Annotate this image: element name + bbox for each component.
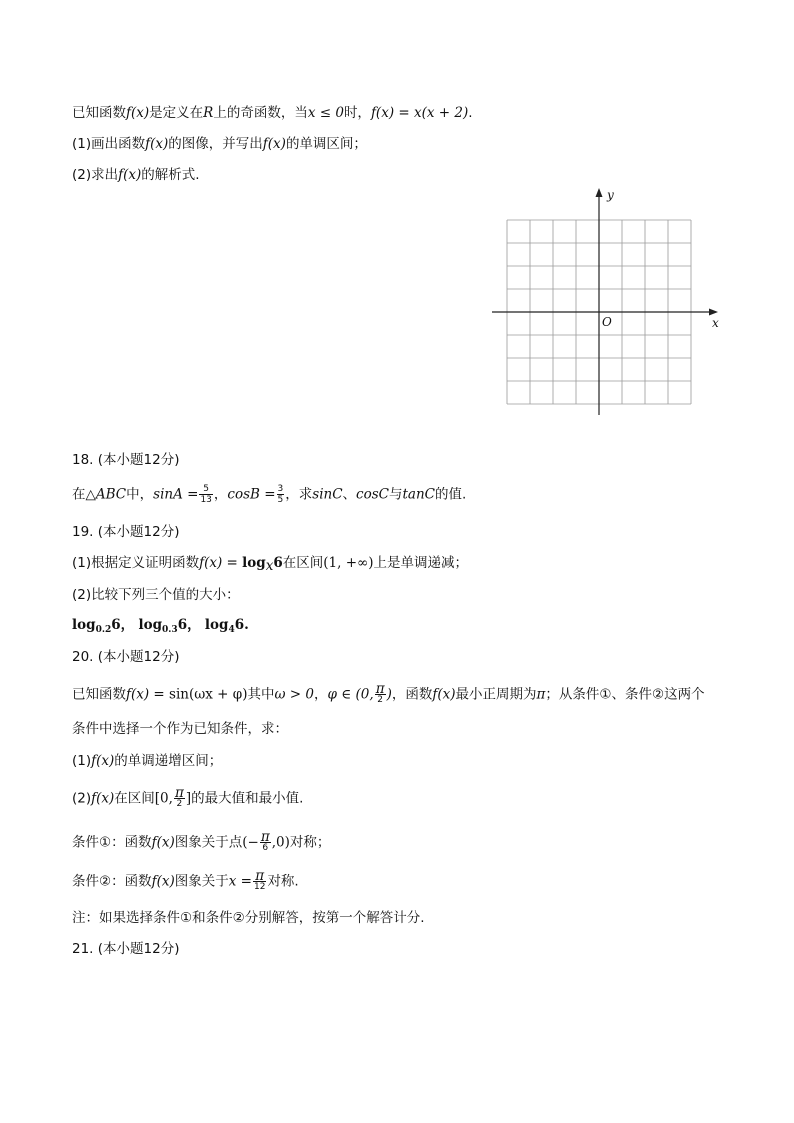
text: (2) bbox=[72, 790, 92, 807]
q20-intro bbox=[72, 681, 705, 705]
math-log: log bbox=[72, 617, 96, 633]
math-equation: f(x) = x(x + 2) bbox=[370, 105, 469, 121]
fraction-sinA bbox=[199, 484, 212, 505]
math-log-base: 0.3 bbox=[162, 625, 178, 635]
math-fx: f(x) bbox=[262, 136, 286, 152]
math-omega: ω > 0 bbox=[274, 686, 314, 703]
math-paren: ,0) bbox=[271, 834, 290, 851]
math-cosB: cosB = bbox=[227, 486, 276, 503]
text: 对称； bbox=[289, 834, 331, 851]
text: 中， bbox=[126, 486, 154, 503]
text: 的最大值和最小值. bbox=[191, 790, 304, 807]
numerator: π bbox=[260, 829, 270, 845]
text: 在区间 bbox=[114, 790, 155, 807]
text: ，函数 bbox=[391, 686, 433, 703]
text: 图象关于点 bbox=[174, 834, 243, 851]
q20-intro-line2: 条件中选择一个作为已知条件，求： bbox=[72, 721, 288, 737]
math-cosC: cosC bbox=[356, 486, 389, 503]
numerator: π bbox=[174, 785, 184, 801]
fraction-pi-2 bbox=[375, 681, 386, 705]
math-paren: ) bbox=[386, 686, 392, 703]
text: (1) bbox=[72, 753, 92, 769]
q19-header: 19. (本小题12分) bbox=[72, 524, 180, 540]
numerator: 3 bbox=[277, 484, 284, 494]
text: 与 bbox=[389, 486, 403, 503]
fraction-cosB bbox=[277, 484, 285, 505]
math-interval: (1, +∞) bbox=[323, 555, 374, 571]
q19-part2: (2)比较下列三个值的大小： bbox=[72, 587, 240, 603]
denominator: 13 bbox=[200, 495, 212, 505]
math-paren: (− bbox=[242, 834, 259, 851]
y-axis-label: y bbox=[607, 188, 614, 202]
math-fx: f(x) bbox=[91, 790, 115, 807]
math-fx: f(x) bbox=[145, 136, 169, 152]
x-axis-label: x bbox=[712, 316, 719, 330]
math-log-arg: 6， bbox=[111, 617, 135, 633]
text: 条件②：函数 bbox=[72, 873, 152, 890]
math-fx: f(x) = bbox=[199, 555, 238, 571]
math-log: log bbox=[138, 617, 163, 633]
text: ，求 bbox=[285, 486, 313, 503]
math-fx: f(x) bbox=[432, 686, 456, 703]
y-axis-arrow-icon bbox=[596, 188, 603, 197]
math-sinA: sinA = bbox=[153, 486, 199, 503]
text: 上是单调递减； bbox=[373, 555, 469, 571]
math-fx: f(x) bbox=[91, 753, 115, 769]
denominator: 5 bbox=[277, 495, 284, 505]
denominator: 12 bbox=[253, 882, 266, 892]
math-tanC: tanC bbox=[402, 486, 435, 503]
q19-part1 bbox=[72, 554, 468, 572]
text: (1)画出函数 bbox=[72, 136, 146, 152]
denominator: 2 bbox=[176, 799, 183, 809]
math-log-arg: 6 bbox=[273, 555, 283, 571]
text: 、 bbox=[342, 486, 357, 503]
text: ， bbox=[213, 486, 228, 503]
math-log: log bbox=[242, 555, 266, 571]
text: 上的奇函数，当 bbox=[213, 105, 308, 121]
text: 的单调区间； bbox=[285, 136, 367, 152]
math-R: R bbox=[203, 105, 214, 121]
text: 在 bbox=[72, 486, 86, 503]
math-bracket: ] bbox=[185, 790, 192, 807]
math-x-eq: x = bbox=[228, 873, 252, 890]
fraction-pi-2 bbox=[174, 785, 185, 809]
text: 条件①：函数 bbox=[72, 834, 152, 851]
text: (2)求出 bbox=[72, 167, 119, 183]
q18-header: 18. (本小题12分) bbox=[72, 452, 180, 468]
q20-part2 bbox=[72, 785, 304, 809]
math-fx: f(x) bbox=[151, 834, 175, 851]
math-fx: f(x) = bbox=[126, 686, 165, 703]
text: 时， bbox=[343, 105, 371, 121]
math-log-base: 0.2 bbox=[95, 625, 112, 635]
numerator: π bbox=[253, 871, 266, 882]
q19-values bbox=[72, 616, 249, 634]
math-sin: sin(ωx + φ) bbox=[169, 686, 248, 703]
x-axis-arrow-icon bbox=[709, 309, 718, 316]
q17-part2 bbox=[72, 166, 200, 184]
text: 图象关于 bbox=[174, 873, 229, 890]
denominator: 6 bbox=[262, 843, 269, 853]
text: . bbox=[468, 105, 473, 121]
math-triangle: △ABC bbox=[85, 486, 127, 503]
math-condition: x ≤ 0 bbox=[307, 105, 344, 121]
math-log: log bbox=[204, 617, 229, 633]
text: (1)根据定义证明函数 bbox=[72, 555, 200, 571]
text: ， bbox=[314, 686, 328, 703]
text: 的图像，并写出 bbox=[168, 136, 263, 152]
q20-part1 bbox=[72, 752, 222, 770]
q18-body bbox=[72, 484, 466, 505]
math-log-arg: 6， bbox=[177, 617, 201, 633]
fraction-pi-12 bbox=[253, 868, 266, 892]
text: 在区间 bbox=[282, 555, 324, 571]
q17-part1 bbox=[72, 135, 367, 153]
math-log-arg: 6. bbox=[234, 617, 249, 633]
text: 其中 bbox=[247, 686, 275, 703]
text: 的值. bbox=[435, 486, 467, 503]
numerator: 5 bbox=[199, 484, 212, 495]
math-log-base: 4 bbox=[228, 625, 235, 635]
math-pi: π bbox=[536, 686, 546, 703]
math-fx: f(x) bbox=[126, 105, 150, 121]
origin-label: O bbox=[602, 315, 612, 329]
numerator: π bbox=[375, 681, 385, 697]
denominator: 2 bbox=[377, 695, 383, 705]
math-log-base: x bbox=[265, 558, 274, 574]
q21-header: 21. (本小题12分) bbox=[72, 941, 180, 957]
math-fx: f(x) bbox=[151, 873, 175, 890]
math-sinC: sinC bbox=[312, 486, 343, 503]
q20-note: 注：如果选择条件①和条件②分别解答，按第一个解答计分. bbox=[72, 910, 425, 926]
coordinate-grid bbox=[490, 183, 730, 419]
text: ；从条件①、条件②这两个 bbox=[545, 686, 705, 703]
text: 已知函数 bbox=[72, 686, 126, 703]
math-bracket: [0, bbox=[154, 790, 173, 807]
text: 最小正周期为 bbox=[455, 686, 537, 703]
text: 已知函数 bbox=[72, 105, 126, 121]
q17-intro bbox=[72, 104, 473, 122]
text: 对称. bbox=[267, 873, 299, 890]
q20-header: 20. (本小题12分) bbox=[72, 649, 180, 665]
text: 的解析式. bbox=[141, 167, 200, 183]
q20-condition2 bbox=[72, 868, 299, 892]
text: 的单调递增区间； bbox=[114, 753, 223, 769]
fraction-pi-6 bbox=[260, 829, 271, 853]
text: 是定义在 bbox=[149, 105, 204, 121]
math-fx: f(x) bbox=[118, 167, 142, 183]
math-phi: φ ∈ (0, bbox=[327, 686, 374, 703]
q20-condition1 bbox=[72, 829, 331, 853]
